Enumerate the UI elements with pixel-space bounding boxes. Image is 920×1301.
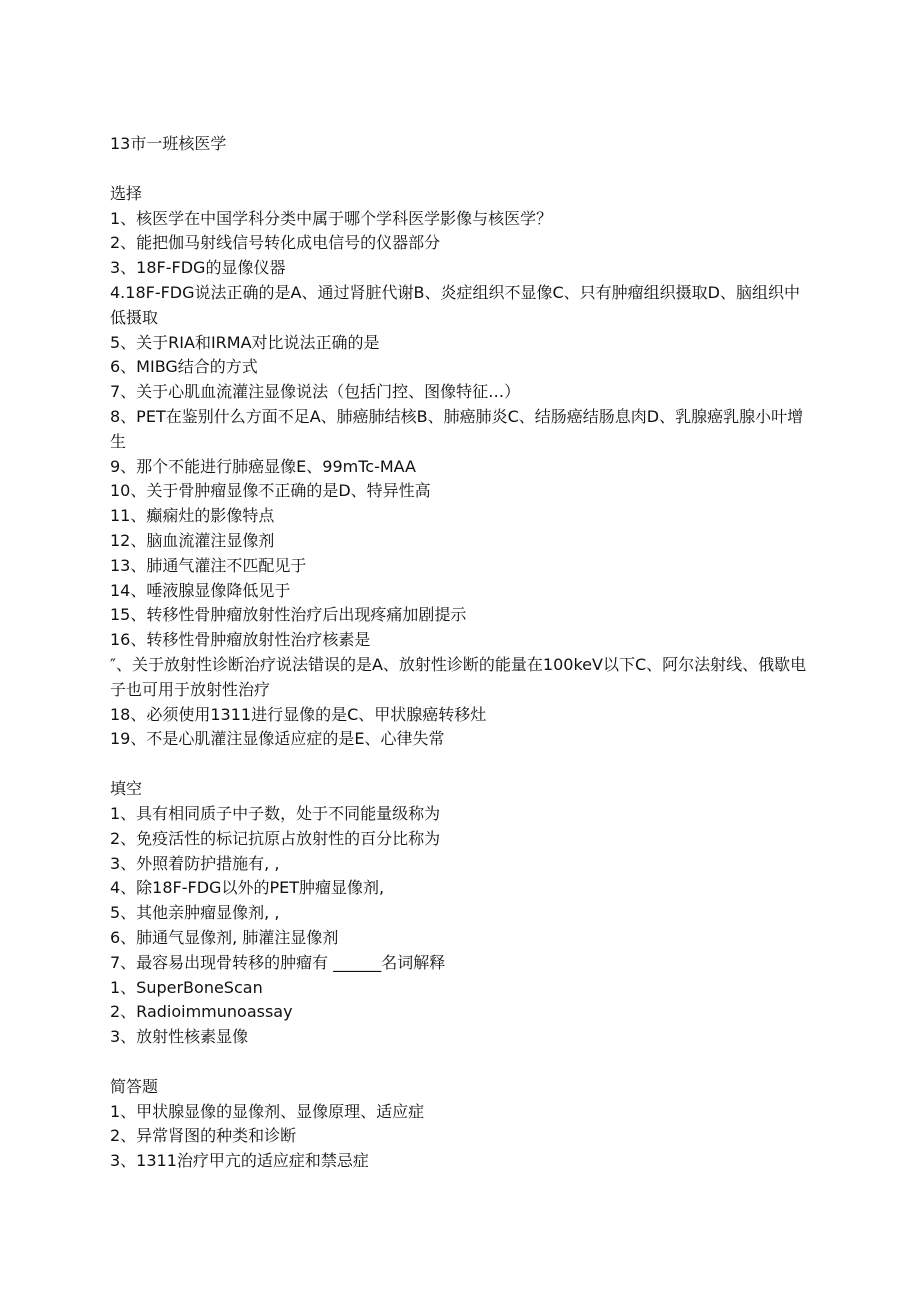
section-heading-fill: 填空: [110, 779, 143, 799]
section-heading-short-answer: 简答题: [110, 1076, 159, 1096]
question-line: 18、必须使用1311进行显像的是C、甲状腺癌转移灶: [110, 704, 487, 724]
question-line: 11、癫痫灶的影像特点: [110, 506, 275, 526]
question-line: 3、放射性核素显像: [110, 1027, 249, 1047]
question-line: 1、核医学在中国学科分类中属于哪个学科医学影像与核医学？: [110, 208, 553, 228]
question-line: 8、PET在鉴别什么方面不足A、肺癌肺结核B、肺癌肺炎C、结肠癌结肠息肉D、乳腺癌乳腺小叶增生: [110, 406, 804, 451]
document-title: 13市一班核医学: [110, 134, 227, 153]
question-line: ″、关于放射性诊断治疗说法错误的是A、放射性诊断的能量在100keV以下C、阿尔法射线、俄歇电子也可用于放射性治疗: [110, 654, 807, 699]
question-line: 4.18F-FDG说法正确的是A、通过肾脏代谢B、炎症组织不显像C、只有肿瘤组织摄取D、脑组织中低摄取: [110, 282, 800, 327]
question-line: 2、Radioimmunoassay: [110, 1002, 293, 1022]
document-page: [110, 132, 815, 1199]
question-line: 6、MIBG结合的方式: [110, 357, 258, 377]
question-line: 9、那个不能进行肺癌显像E、99mTc-MAA: [110, 456, 417, 476]
question-line: 3、18F-FDG的显像仪器: [110, 258, 286, 278]
question-line: 7、最容易出现骨转移的肿瘤有 ______名词解释: [110, 952, 446, 972]
section-fill: [110, 777, 815, 1050]
question-line: 15、转移性骨肿瘤放射性治疗后出现疼痛加剧提示: [110, 605, 467, 625]
question-line: 4、除18F-FDG以外的PET肿瘤显像剂,: [110, 878, 385, 898]
question-line: 3、1311治疗甲亢的适应症和禁忌症: [110, 1151, 369, 1171]
question-line: 19、不是心肌灌注显像适应症的是E、心律失常: [110, 729, 445, 749]
question-line: 1、具有相同质子中子数，处于不同能量级称为: [110, 803, 441, 823]
question-line: 16、转移性骨肿瘤放射性治疗核素是: [110, 630, 371, 650]
question-line: 6、肺通气显像剂, 肺灌注显像剂: [110, 927, 339, 947]
question-line: 13、肺通气灌注不匹配见于: [110, 555, 307, 575]
question-line: 10、关于骨肿瘤显像不正确的是D、特异性高: [110, 481, 431, 501]
section-heading-choice: 选择: [110, 183, 143, 203]
section-short-answer: [110, 1075, 815, 1174]
question-line: 2、免疫活性的标记抗原占放射性的百分比称为: [110, 828, 441, 848]
question-line: 2、能把伽马射线信号转化成电信号的仪器部分: [110, 233, 441, 253]
question-line: 5、关于RIA和IRMA对比说法正确的是: [110, 332, 380, 352]
question-line: 7、关于心肌血流灌注显像说法（包括门控、图像特征…）: [110, 382, 521, 402]
question-line: 2、异常肾图的种类和诊断: [110, 1126, 297, 1146]
question-line: 12、脑血流灌注显像剂: [110, 530, 275, 550]
question-line: 1、SuperBoneScan: [110, 977, 263, 997]
question-line: 5、其他亲肿瘤显像剂, ,: [110, 903, 280, 923]
question-line: 14、唾液腺显像降低见于: [110, 580, 291, 600]
section-choice: [110, 182, 815, 752]
question-line: 1、甲状腺显像的显像剂、显像原理、适应症: [110, 1101, 425, 1121]
question-line: 3、外照着防护措施有, ,: [110, 853, 280, 873]
